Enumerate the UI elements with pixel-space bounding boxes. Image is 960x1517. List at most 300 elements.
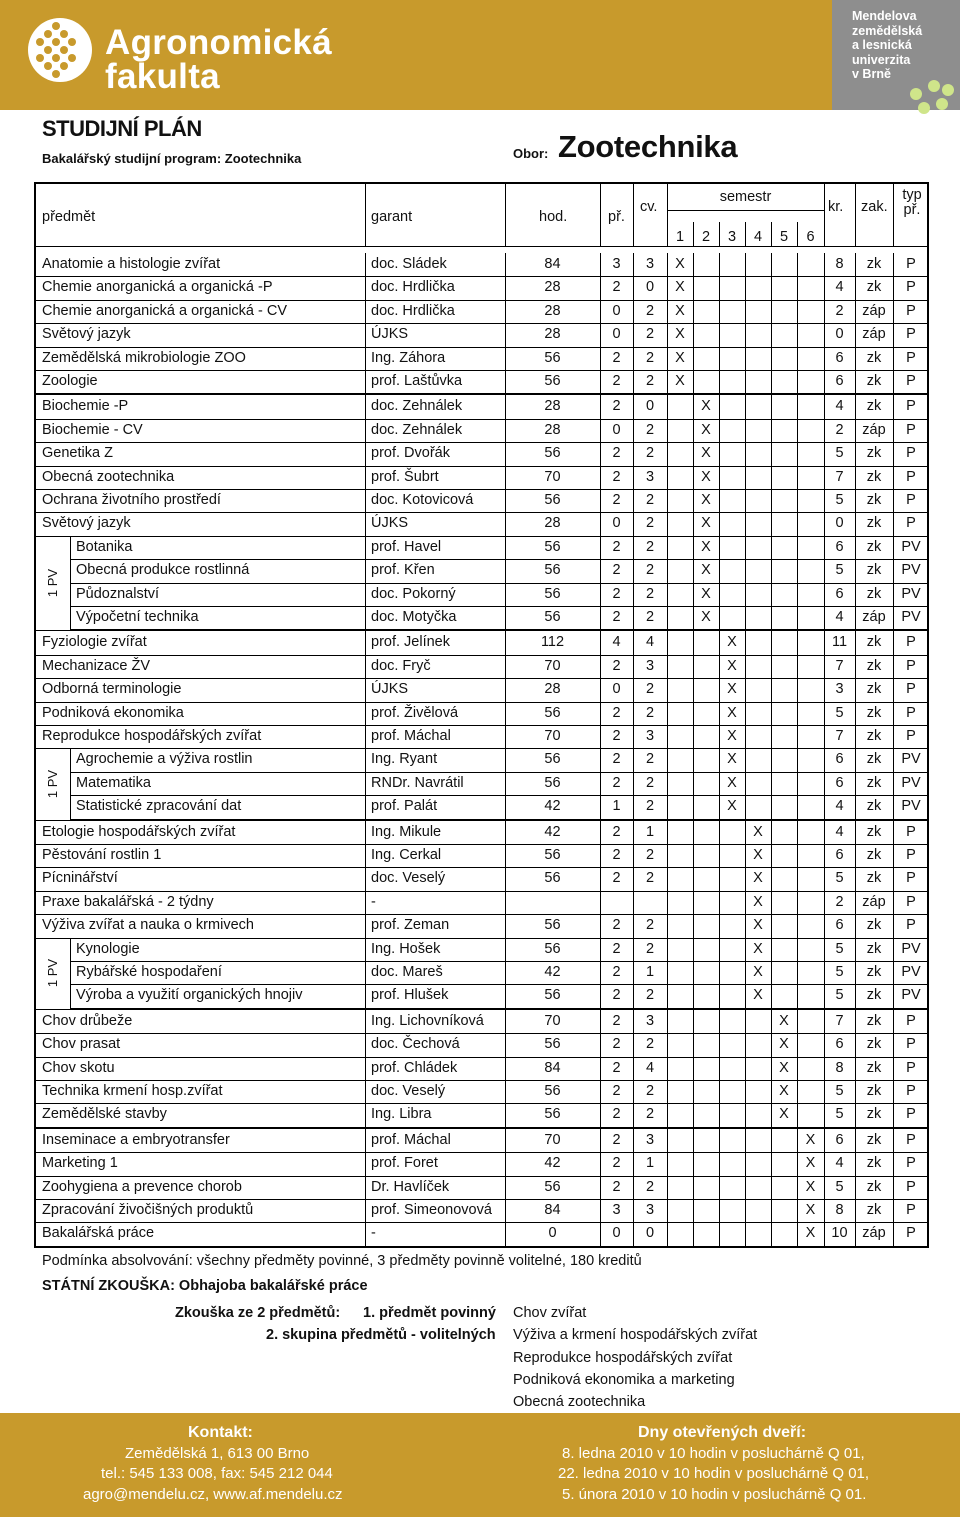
credits-cell: 5 [835, 704, 844, 721]
university-logo [832, 0, 960, 110]
column-line [667, 1033, 668, 1056]
semester-column-line [745, 725, 746, 748]
column-line [667, 867, 668, 890]
semester-column-line [693, 1033, 694, 1056]
hours-cell: 56 [544, 987, 561, 1004]
column-line [365, 1222, 366, 1245]
column-line [365, 631, 366, 654]
column-line [365, 442, 366, 465]
semester-column-line [745, 300, 746, 323]
semester-column-line [719, 489, 720, 512]
exercise-cell: 0 [645, 398, 655, 415]
garant-cell: prof. Máchal [371, 1131, 451, 1148]
semester-column-line [745, 1129, 746, 1152]
logo-dot [52, 38, 60, 46]
garant-cell: prof. Foret [371, 1155, 438, 1172]
hours-cell: 84 [544, 1059, 561, 1076]
field-name: Zootechnika [558, 129, 738, 164]
completion-cell: zk [866, 870, 882, 887]
semester-column-line [771, 559, 772, 582]
semester-column-line [693, 821, 694, 844]
column-line [365, 536, 366, 559]
column-line [667, 655, 668, 678]
semester-column-line [745, 489, 746, 512]
exercise-cell: 2 [645, 870, 655, 887]
semester-mark: X [701, 445, 711, 462]
garant-cell: doc. Fryč [371, 657, 431, 674]
subject-cell: Pícninářství [42, 870, 118, 887]
garant-cell: ÚJKS [371, 681, 409, 698]
semester-column-line [771, 1176, 772, 1199]
hours-cell: 42 [544, 1155, 561, 1172]
semester-column-line [693, 772, 694, 795]
credits-cell: 7 [835, 728, 844, 744]
garant-cell: prof. Chládek [371, 1059, 458, 1076]
semester-column-line [745, 1176, 746, 1199]
semester-column-line [693, 795, 694, 818]
garant-cell: doc. Veselý [371, 870, 446, 887]
completion-cell: zk [866, 468, 882, 485]
subject-cell: Biochemie - CV [42, 421, 143, 438]
garant-cell: Ing. Hošek [371, 940, 441, 957]
subject-cell: Obecná zootechnika [42, 468, 175, 485]
open-days-title: Dny otevřených dveří: [638, 1424, 807, 1441]
credits-cell: 6 [835, 349, 844, 366]
column-line [365, 772, 366, 795]
column-line [667, 678, 668, 701]
type-cell: P [906, 681, 916, 698]
column-line [365, 702, 366, 725]
semester-column-line [745, 395, 746, 418]
column-line [365, 821, 366, 844]
semester-column-line [719, 914, 720, 937]
column-line [667, 1080, 668, 1103]
semester-column-line [797, 961, 798, 984]
row-line [36, 419, 929, 420]
hours-cell: 70 [544, 1012, 561, 1029]
semester-column-line [771, 702, 772, 725]
row-line [36, 276, 929, 277]
credits-cell: 5 [835, 964, 844, 980]
column-line [667, 1152, 668, 1175]
state-exam: STÁTNÍ ZKOUŠKA: Obhajoba bakalářské práce [42, 1278, 368, 1294]
garant-cell: - [371, 893, 376, 910]
semester-column-line [719, 347, 720, 370]
semester-mark: X [727, 657, 737, 674]
hours-cell: 56 [544, 349, 561, 366]
row-line [36, 1057, 929, 1058]
semester-column-line [797, 725, 798, 748]
faculty-name-line1: Agronomická [105, 23, 332, 62]
hours-cell: 28 [544, 681, 561, 698]
university-dot [936, 98, 948, 110]
semester-column-line [745, 347, 746, 370]
completion-cell: zk [866, 987, 882, 1004]
hours-cell: 56 [544, 1178, 561, 1195]
contact-title: Kontakt: [188, 1424, 253, 1441]
semester-block-separator [36, 1009, 929, 1010]
exercise-cell: 2 [645, 1178, 655, 1195]
semester-column-line [771, 961, 772, 984]
column-line [667, 419, 668, 442]
garant-cell: doc. Sládek [371, 256, 447, 272]
column-line [667, 442, 668, 465]
pv-indent-line [70, 536, 71, 559]
semester-mark: X [779, 1012, 789, 1029]
semester-column-line [771, 748, 772, 771]
semester-mark: X [805, 1178, 816, 1195]
completion-cell: zk [866, 1155, 882, 1172]
garant-cell: doc. Pokorný [371, 585, 456, 602]
column-line [365, 914, 366, 937]
hours-cell: 56 [544, 609, 561, 625]
semester-column-line [719, 253, 720, 276]
semester-mark: X [753, 917, 763, 934]
semester-mark: X [753, 987, 763, 1004]
column-header-semester-number: 1 [675, 229, 685, 245]
exercise-cell: 0 [645, 1225, 655, 1242]
garant-cell: Dr. Havlíček [371, 1178, 450, 1195]
semester-column-line [797, 253, 798, 276]
column-header-semester-number: 5 [779, 229, 789, 245]
type-cell: P [906, 657, 916, 674]
completion-cell: zk [866, 964, 882, 980]
completion-cell: zk [866, 373, 882, 389]
semester-column-line [797, 606, 798, 629]
lecture-cell: 2 [612, 870, 621, 887]
column-line [365, 1010, 366, 1033]
logo-dot [44, 62, 52, 70]
lecture-cell: 2 [612, 728, 621, 744]
lecture-cell: 0 [612, 326, 621, 343]
credits-cell: 6 [835, 585, 844, 602]
semester-block-separator [36, 394, 929, 395]
garant-cell: Ing. Cerkal [371, 847, 442, 863]
semester-column-line [745, 442, 746, 465]
header-separator [36, 246, 929, 247]
type-cell: P [906, 256, 916, 272]
type-cell: P [906, 1178, 916, 1195]
semester-mark: X [675, 302, 685, 319]
type-cell: PV [901, 562, 921, 579]
exercise-cell: 2 [645, 847, 655, 863]
subject-cell: Výživa zvířat a nauka o krmivech [42, 917, 254, 934]
exercise-cell: 2 [645, 751, 655, 768]
type-cell: P [906, 1083, 916, 1099]
hours-cell: 42 [544, 964, 561, 980]
row-line [36, 1222, 929, 1223]
completion-cell: záp [862, 326, 886, 343]
semester-column-line [693, 961, 694, 984]
completion-cell: zk [866, 634, 882, 651]
semester-column-line [771, 370, 772, 393]
credits-cell: 6 [835, 917, 844, 934]
subject-cell: Chov drůbeže [42, 1012, 133, 1029]
exercise-cell: 1 [645, 964, 655, 980]
exercise-cell: 3 [645, 256, 655, 272]
subject-cell: Zpracování živočišných produktů [42, 1202, 254, 1218]
logo-dot [44, 46, 52, 54]
credits-cell: 5 [835, 940, 844, 957]
column-line [365, 300, 366, 323]
semester-column-line [719, 395, 720, 418]
semester-mark: X [701, 468, 711, 485]
row-line [36, 844, 929, 845]
semester-block-separator [36, 630, 929, 631]
column-line [667, 844, 668, 867]
lecture-cell: 3 [612, 256, 621, 272]
semester-column-line [719, 938, 720, 961]
lecture-cell: 2 [612, 1059, 621, 1076]
semester-column-line [745, 748, 746, 771]
hours-cell: 56 [544, 774, 561, 791]
column-line [505, 891, 506, 914]
lecture-cell: 2 [612, 1012, 621, 1029]
semester-mark: X [727, 681, 737, 698]
semester-column-line [719, 512, 720, 535]
semester-column-line [771, 772, 772, 795]
semester-column-line [693, 748, 694, 771]
contact-web-link[interactable]: agro@mendelu.cz, www.af.mendelu.cz [83, 1486, 343, 1503]
semester-column-line [719, 536, 720, 559]
row-line [36, 442, 929, 443]
credits-cell: 0 [835, 515, 844, 532]
semester-column-line [693, 844, 694, 867]
row-line [36, 725, 929, 726]
hours-cell: 0 [548, 1225, 557, 1242]
completion-cell: zk [866, 279, 882, 296]
type-cell: P [906, 893, 916, 910]
exam-second-label: 2. skupina předmětů - volitelných [266, 1327, 496, 1343]
garant-cell: prof. Hlušek [371, 987, 449, 1004]
type-cell: PV [901, 538, 921, 555]
exam-first-value: Chov zvířat [513, 1305, 587, 1321]
hours-cell: 56 [544, 1106, 561, 1123]
type-cell: P [906, 704, 916, 721]
semester-column-line [797, 1103, 798, 1126]
semester-column-line [797, 844, 798, 867]
garant-cell: doc. Zehnálek [371, 398, 463, 415]
semester-mark: X [753, 964, 763, 980]
completion-cell: zk [866, 562, 882, 579]
semester-column-line [797, 938, 798, 961]
header-column-line [855, 184, 856, 246]
logo-dot [52, 70, 60, 78]
semester-column-line [797, 631, 798, 654]
subject-cell: Výroba a využití organických hnojiv [76, 987, 303, 1004]
lecture-cell: 2 [612, 349, 621, 366]
exercise-cell: 3 [645, 1131, 655, 1148]
column-line [365, 844, 366, 867]
lecture-cell: 2 [612, 538, 621, 555]
credits-cell: 8 [835, 256, 844, 272]
semester-column-line [745, 795, 746, 818]
type-cell: PV [901, 609, 921, 625]
column-line [667, 961, 668, 984]
semester-column-line [797, 323, 798, 346]
exercise-cell: 2 [645, 1106, 655, 1123]
semester-column-line [797, 559, 798, 582]
semester-mark: X [701, 585, 711, 602]
column-line [365, 678, 366, 701]
semester-mark: X [779, 1036, 789, 1053]
completion-cell: zk [866, 823, 882, 840]
semester-mark: X [675, 373, 685, 389]
completion-cell: záp [862, 1225, 886, 1242]
semester-column-line [797, 347, 798, 370]
lecture-cell: 2 [612, 964, 621, 980]
semester-column-line [771, 276, 772, 299]
type-cell: P [906, 1155, 916, 1172]
semester-column-line [771, 300, 772, 323]
semester-mark: X [779, 1083, 789, 1099]
semester-mark: X [805, 1225, 816, 1242]
semester-column-line [797, 489, 798, 512]
column-line [600, 891, 601, 914]
garant-cell: Ing. Lichovníková [371, 1012, 484, 1029]
hours-cell: 56 [544, 870, 561, 887]
field-label: Obor: [513, 146, 549, 161]
semester-mark: X [701, 492, 711, 508]
column-line [365, 1152, 366, 1175]
type-cell: P [906, 823, 916, 840]
completion-cell: zk [866, 1202, 882, 1218]
study-plan-table [34, 182, 929, 1248]
column-line [365, 347, 366, 370]
exercise-cell: 0 [645, 279, 655, 296]
completion-cell: zk [866, 398, 882, 415]
semester-column-line [693, 276, 694, 299]
exercise-cell: 1 [645, 823, 655, 840]
column-line [365, 583, 366, 606]
credits-cell: 10 [831, 1225, 848, 1242]
hours-cell: 28 [544, 515, 561, 532]
credits-cell: 6 [835, 847, 844, 863]
type-cell: PV [901, 774, 921, 791]
semester-column-line [719, 1129, 720, 1152]
pv-indent-line [70, 984, 71, 1007]
hours-cell: 56 [544, 562, 561, 579]
semester-mark: X [701, 562, 711, 579]
credits-cell: 6 [835, 373, 844, 389]
hours-cell: 42 [544, 823, 561, 840]
logo-dot [60, 62, 68, 70]
subject-cell: Zoologie [42, 373, 98, 389]
university-name-line: univerzita [852, 52, 911, 67]
row-line [36, 1033, 929, 1034]
semester-mark: X [753, 823, 763, 840]
logo-dot [68, 54, 76, 62]
column-line [667, 725, 668, 748]
type-cell: P [906, 870, 916, 887]
semester-mark: X [727, 751, 737, 768]
column-line [365, 559, 366, 582]
credits-cell: 8 [835, 1059, 844, 1076]
subject-cell: Genetika Z [42, 445, 113, 462]
column-line [667, 1057, 668, 1080]
garant-cell: prof. Jelínek [371, 634, 450, 651]
lecture-cell: 2 [612, 1155, 621, 1172]
row-line [36, 536, 929, 537]
subject-cell: Výpočetní technika [76, 609, 199, 625]
row-line [36, 867, 929, 868]
university-dot [928, 80, 940, 92]
completion-cell: zk [866, 1083, 882, 1099]
subject-cell: Praxe bakalářská - 2 týdny [42, 893, 214, 910]
lecture-cell: 2 [612, 704, 621, 721]
semester-column-line [719, 1103, 720, 1126]
subject-cell: Biochemie -P [42, 398, 129, 415]
type-cell: PV [901, 798, 921, 815]
hours-cell: 56 [544, 751, 561, 768]
semester-column-line [771, 844, 772, 867]
lecture-cell: 0 [612, 681, 621, 698]
completion-condition: Podmínka absolvování: všechny předměty povinné, 3 předměty povinně volitelné, 180 kreditů [42, 1253, 642, 1269]
exercise-cell: 2 [645, 917, 655, 934]
semester-column-line [745, 772, 746, 795]
exercise-cell: 2 [645, 562, 655, 579]
hours-cell: 56 [544, 917, 561, 934]
semester-column-line [771, 323, 772, 346]
semester-column-line [745, 678, 746, 701]
type-cell: PV [901, 751, 921, 768]
subject-cell: Kynologie [76, 940, 140, 957]
lecture-cell: 0 [612, 302, 621, 319]
lecture-cell: 2 [612, 917, 621, 934]
hours-cell: 56 [544, 538, 561, 555]
completion-cell: zk [866, 515, 882, 532]
row-line [36, 1199, 929, 1200]
completion-cell: zk [866, 681, 882, 698]
footer-banner [0, 1413, 960, 1517]
column-line [667, 1129, 668, 1152]
faculty-logo-icon [28, 18, 92, 82]
header-banner [0, 0, 960, 110]
type-cell: P [906, 349, 916, 366]
row-line [36, 1080, 929, 1081]
semester-column-line [745, 1103, 746, 1126]
hours-cell: 56 [544, 492, 561, 508]
credits-cell: 0 [835, 326, 844, 343]
semester-mark: X [805, 1131, 816, 1148]
exercise-cell: 2 [645, 492, 655, 508]
credits-cell: 4 [835, 823, 844, 840]
row-line [36, 702, 929, 703]
semester-column-line [797, 678, 798, 701]
subject-cell: Inseminace a embryotransfer [42, 1131, 230, 1148]
lecture-cell: 2 [612, 1106, 621, 1123]
semester-column-line [771, 725, 772, 748]
row-line [36, 748, 929, 749]
exam-option: Výživa a krmení hospodářských zvířat [513, 1327, 758, 1343]
semester-column-line [745, 323, 746, 346]
lecture-cell: 3 [612, 1202, 621, 1218]
semester-column-line [719, 323, 720, 346]
pv-group-label: 1 PV [45, 769, 60, 798]
exercise-cell: 2 [645, 704, 655, 721]
semester-column-line [719, 844, 720, 867]
lecture-cell: 2 [612, 585, 621, 602]
completion-cell: zk [866, 1036, 882, 1053]
column-line [667, 984, 668, 1007]
column-line [667, 772, 668, 795]
completion-cell: zk [866, 1059, 882, 1076]
garant-cell: RNDr. Navrátil [371, 774, 464, 791]
semester-mark: X [701, 398, 711, 415]
row-line [70, 984, 929, 985]
type-cell: P [906, 1059, 916, 1076]
subject-cell: Rybářské hospodaření [76, 964, 222, 980]
